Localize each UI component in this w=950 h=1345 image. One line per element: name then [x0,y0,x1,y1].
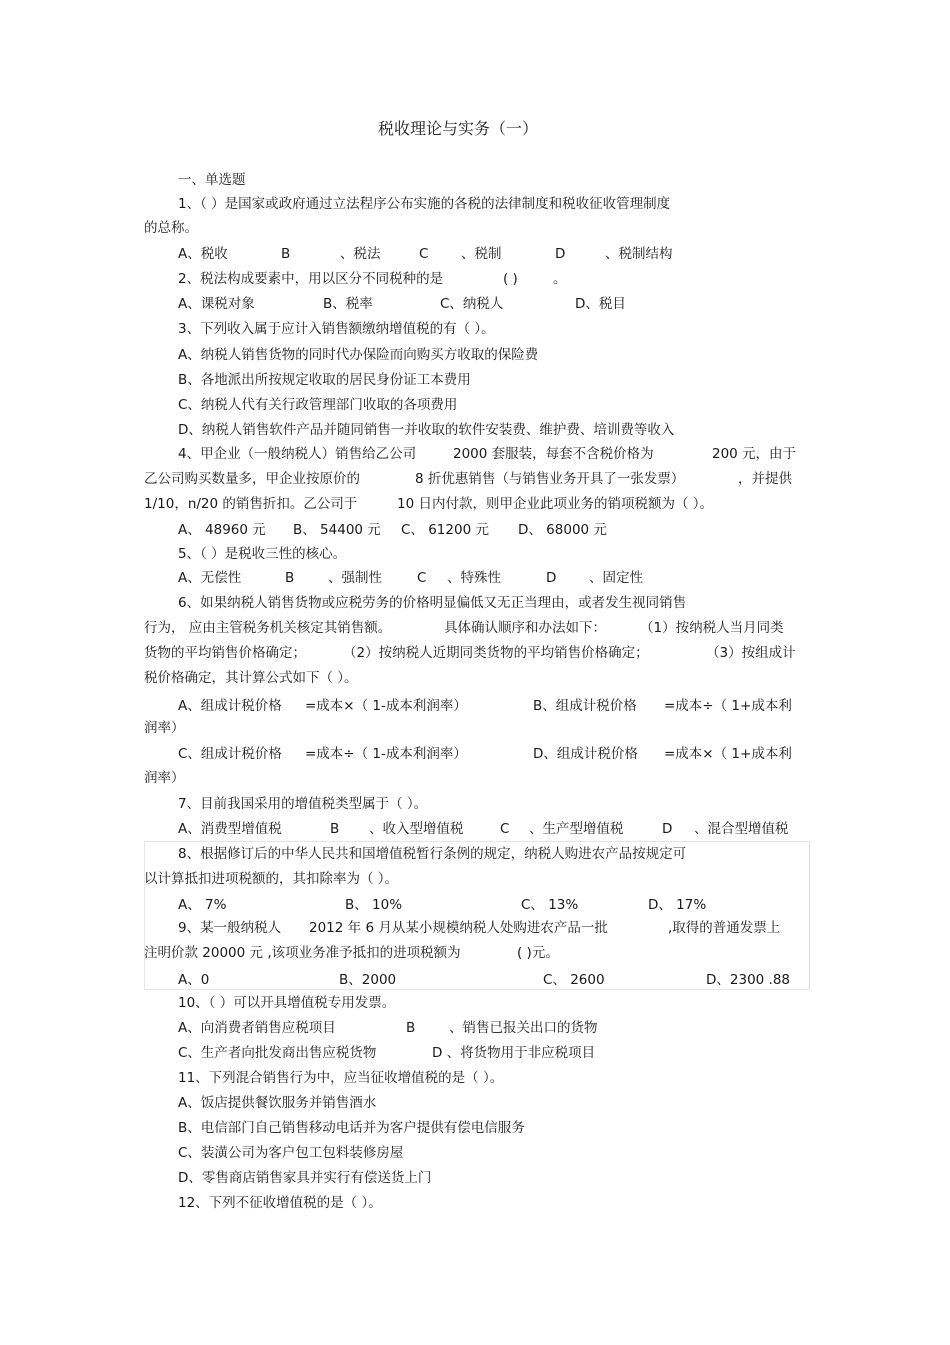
q9-option-a: A、0 [178,972,210,988]
q2-option-b: B、税率 [323,296,373,312]
q7-option-d-text: 、混合型增值税 [694,821,789,837]
q8-option-b: B、 10% [345,897,403,913]
q1-option-b-text: 、税法 [340,246,381,262]
q8-option-a: A、 7% [178,897,227,913]
q7-option-a: A、消费型增值税 [178,821,282,837]
q7-option-d-letter: D [662,821,673,837]
q2-paren: ( ) [503,271,518,287]
q8-line2: 以计算抵扣进项税额的，其扣除率为（ ）。 [144,871,399,887]
q7-option-c-text: 、生产型增值税 [529,821,624,837]
q6-option-b-wrap: 润率） [144,720,185,736]
q6-line2-a: 行为， 应由主管税务机关核定其销售额。 [144,620,392,636]
q4-option-c: C、 61200 元 [401,522,489,538]
q9-option-c: C、 2600 [543,972,605,988]
q5-option-b-letter: B [285,570,295,586]
q2-end: 。 [553,271,567,287]
q6-line3-c: （3）按组成计 [706,645,796,661]
q1-option-d-text: 、税制结构 [605,246,673,262]
q12-stem: 12、下列不征收增值税的是（ ）。 [178,1195,382,1211]
q4-line1-a: 4、甲企业（一般纳税人）销售给乙公司 [178,446,417,462]
section-heading: 一、单选题 [178,172,246,188]
page-title: 税收理论与实务（一） [378,119,539,138]
q4-option-b: B、 54400 元 [293,522,381,538]
q5-option-c-letter: C [417,570,427,586]
q7-option-c-letter: C [500,821,510,837]
q5-stem: 5、（ ）是税收三性的核心。 [178,546,347,562]
q6-line2-c: （1）按纳税人当月同类 [640,620,784,636]
q9-line1-c: ,取得的普通发票上 [668,920,781,936]
q6-option-d-label: D、组成计税价格 [533,746,638,762]
q4-line3-a: 1/10，n/20 的销售折扣。乙公司于 [144,496,358,512]
q4-line3-b: 10 日内付款，则甲企业此项业务的销项税额为（ ）。 [397,496,714,512]
q2-stem: 2、税法构成要素中，用以区分不同税种的是 [178,271,444,287]
q6-option-b-formula: =成本÷（ 1+成本利 [664,698,792,714]
q4-line2-b: 8 折优惠销售（与销售业务开具了一张发票） [415,471,685,487]
q4-option-d: D、 68000 元 [518,522,607,538]
question-frame [144,841,810,990]
q7-stem: 7、目前我国采用的增值税类型属于（ ）。 [178,796,428,812]
q8-option-c: C、 13% [521,897,579,913]
q6-option-a-label: A、组成计税价格 [178,698,282,714]
q9-line1-b: 2012 年 6 月从某小规模纳税人处购进农产品一批 [309,920,608,936]
q4-line2-c: ，并提供 [738,471,792,487]
q3-option-b: B、各地派出所按规定收取的居民身份证工本费用 [178,372,471,388]
q5-option-d-text: 、固定性 [589,570,643,586]
q10-option-b-letter: B [406,1020,416,1036]
q6-option-d-wrap: 润率） [144,770,185,786]
q11-option-b: B、电信部门自己销售移动电话并为客户提供有偿电信服务 [178,1120,525,1136]
q1-option-c-letter: C [419,246,429,262]
q8-line1: 8、根据修订后的中华人民共和国增值税暂行条例的规定，纳税人购进农产品按规定可 [178,846,687,862]
q1-option-c-text: 、税制 [461,246,502,262]
q10-option-a: A、向消费者销售应税项目 [178,1020,336,1036]
q1-stem-wrap: 的总称。 [144,220,198,236]
q4-line1-c: 200 元，由于 [712,446,797,462]
q6-option-d-formula: =成本×（ 1+成本利 [664,746,792,762]
q10-option-d: D 、将货物用于非应税项目 [432,1045,596,1061]
q6-option-c-formula: =成本÷（ 1-成本利润率） [305,746,467,762]
q4-line1-b: 2000 套服装，每套不含税价格为 [453,446,654,462]
q9-option-b: B、2000 [339,972,397,988]
q2-option-a: A、课税对象 [178,296,255,312]
q1-option-d-letter: D [555,246,566,262]
q6-line3-b: （2）按纳税人近期同类货物的平均销售价格确定； [343,645,649,661]
q6-line2-b: 具体确认顺序和办法如下： [444,620,606,636]
q11-option-d: D、零售商店销售家具并实行有偿送货上门 [178,1170,432,1186]
q5-option-a: A、无偿性 [178,570,242,586]
q11-option-a: A、饭店提供餐饮服务并销售酒水 [178,1095,377,1111]
q3-option-d: D、纳税人销售软件产品并随同销售一并收取的软件安装费、维护费、培训费等收入 [178,422,675,438]
q10-stem: 10、（ ）可以开具增值税专用发票。 [178,995,396,1011]
q4-line2-a: 乙公司购买数量多，甲企业按原价的 [144,471,360,487]
q9-line1-a: 9、某一般纳税人 [178,920,282,936]
q9-option-d: D、2300 .88 [706,972,791,988]
q6-option-c-label: C、组成计税价格 [178,746,282,762]
q1-stem: 1、（ ）是国家或政府通过立法程序公布实施的各税的法律制度和税收征收管理制度 [178,196,671,212]
q11-stem: 11、下列混合销售行为中，应当征收增值税的是（ ）。 [178,1070,504,1086]
q2-option-d: D、税目 [575,296,626,312]
q7-option-b-letter: B [330,821,340,837]
q5-option-c-text: 、特殊性 [447,570,501,586]
q1-option-b-letter: B [281,246,291,262]
q6-line1: 6、如果纳税人销售货物或应税劳务的价格明显偏低又无正当理由，或者发生视同销售 [178,595,687,611]
q10-option-c: C、生产者向批发商出售应税货物 [178,1045,377,1061]
q11-option-c: C、装潢公司为客户包工包料装修房屋 [178,1145,404,1161]
q2-option-c: C、纳税人 [440,296,504,312]
q7-option-b-text: 、收入型增值税 [369,821,464,837]
q9-line2-b: ( )元。 [517,945,559,961]
q6-line4: 税价格确定，其计算公式如下（ ）。 [144,670,358,686]
q8-option-d: D、 17% [648,897,707,913]
q3-option-c: C、纳税人代有关行政管理部门收取的各项费用 [178,397,458,413]
q6-line3-a: 货物的平均销售价格确定； [144,645,306,661]
q3-option-a: A、纳税人销售货物的同时代办保险而向购买方收取的保险费 [178,347,539,363]
q5-option-b-text: 、强制性 [328,570,382,586]
q6-option-a-formula: =成本×（ 1-成本利润率） [305,698,467,714]
q6-option-b-label: B、组成计税价格 [533,698,637,714]
q9-line2-a: 注明价款 20000 元 ,该项业务准予抵扣的进项税额为 [144,945,461,961]
q4-option-a: A、 48960 元 [178,522,266,538]
q3-stem: 3、下列收入属于应计入销售额缴纳增值税的有（ ）。 [178,321,495,337]
q5-option-d-letter: D [546,570,557,586]
q1-option-a: A、税收 [178,246,228,262]
q10-option-b-text: 、销售已报关出口的货物 [449,1020,598,1036]
